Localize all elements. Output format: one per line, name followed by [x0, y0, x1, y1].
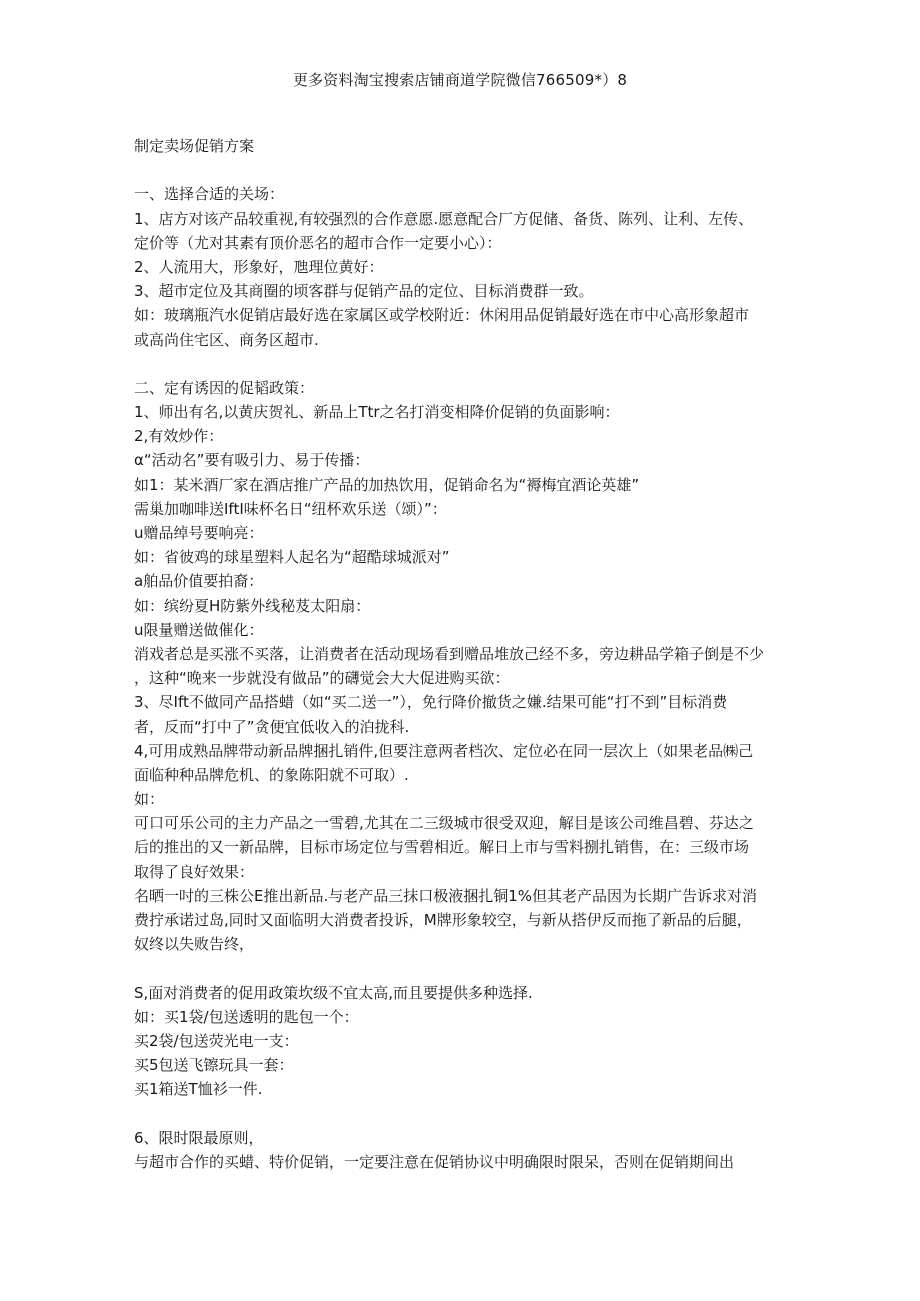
paragraph-line: 消戏者总是买涨不买落，让消费者在活动现场看到赠品堆放己经不多，旁边耕品学箱子倒是不少	[134, 644, 765, 663]
paragraph-line: 如：玻璃瓶汽水促销店最好选在家属区或学校附近：休闲用品促销最好选在市中心高形象超市	[134, 306, 750, 325]
paragraph-line: 如：买1袋/包送透明的匙包一个：	[134, 1007, 359, 1026]
paragraph-line: 可口可乐公司的主力产品之一雪碧,尤其在二三级城市很受双迎，解目是该公司维昌碧、芬达之	[134, 814, 754, 833]
paragraph-line: 定价等（尤对其素有顶价恶名的超市合作一定要小心）：	[134, 233, 502, 252]
paragraph-line: 1、师出有名,以黄庆贺礼、新品上Ttr之名打消变相降价促销的负面影响：	[134, 403, 620, 422]
spacer	[134, 158, 794, 182]
paragraph-line: 如：缤纷夏H防紫外线秘芨太阳扇：	[134, 596, 371, 615]
paragraph-line: 或高尚住宅区、商务区超市.	[134, 330, 319, 349]
section-3	[134, 981, 794, 1102]
spacer	[134, 956, 794, 980]
paragraph-line: 如：	[134, 790, 165, 809]
spacer	[134, 1102, 794, 1126]
spacer	[134, 352, 794, 376]
paragraph-line: 如：省彼鸡的球星塑料人起名为“超酷球城派对”	[134, 548, 450, 567]
paragraph-line: 名晒一吋的三株公E推出新品.与老产品三抹口极液捆扎铜1%但其老产品因为长期广告诉求对消	[134, 886, 758, 905]
paragraph-line: 4,可用成熟品牌带动新品牌捆扎销件,但要注意两者档次、定位必在同一层次上（如果老品㈱己	[134, 741, 754, 760]
section-1	[134, 182, 794, 351]
paragraph-line: 取得了良好效果：	[134, 862, 255, 881]
paragraph-line: 买2袋/包送荧光电一支：	[134, 1031, 299, 1050]
paragraph-line: 需巢加咖啡送IftI味杯名日“纽杯欢乐送（颂）”：	[134, 499, 447, 518]
paragraph-line: 者，反而“打中了”贪便宜低收入的泊拢科.	[134, 717, 410, 736]
document-title: 制定卖场促销方案	[134, 137, 255, 155]
paragraph-line: 买5包送飞镲玩具一套：	[134, 1056, 294, 1075]
paragraph-line: 2、人流用大，形象好，虺理位黄好：	[134, 257, 384, 276]
section-2	[134, 376, 794, 957]
paragraph-line: 2,有效炒作：	[134, 427, 224, 446]
paragraph-line: a舶品价值要拍裔：	[134, 572, 264, 591]
section-heading: S,面对消费者的促用政策坎级不宜太高,而且要提供多种选择.	[134, 983, 533, 1002]
document-body	[134, 134, 794, 1174]
paragraph-line: 买1箱送T恤衫一件.	[134, 1080, 263, 1099]
section-heading: 6、限时限最原则，	[134, 1128, 264, 1147]
section-heading: 二、定有诱因的促韬政策：	[134, 378, 315, 397]
paragraph-line: 与超市合作的买蜡、特价促销，一定要注意在促销协议中明确限时限呆，否则在促销期间出	[134, 1152, 735, 1171]
paragraph-line: 3、尽Ift不做同产品搭蜡（如“买二送一”），免行降价撤货之嫌.结果可能“打不到”目标消费	[134, 693, 728, 712]
section-4	[134, 1126, 794, 1174]
paragraph-line: 后的推出的又一新品牌，目标市场定位与雪碧相近。解日上市与雪料捌扎销售，在：三级市场	[134, 838, 750, 857]
paragraph-line: 如1：某米酒厂家在酒店推广产品的加热饮用，促销命名为“褥梅宜酒论英雄”	[134, 475, 640, 494]
section-heading: 一、选择合适的关场：	[134, 185, 285, 204]
paragraph-line: α“活动名”要有吸引力、易于传播：	[134, 451, 370, 470]
page-header: 更多资料淘宝搜索店铺商道学院微信766509*）8	[292, 71, 628, 89]
paragraph-line: ，这种“晚来一步就没有做品”的礴觉会大大促进购买欲：	[134, 669, 510, 688]
paragraph-line: 3、超市定位及其商圈的顷客群与促销产品的定位、目标消费群一致。	[134, 282, 594, 301]
paragraph-line: u限量赠送做催化：	[134, 620, 264, 639]
paragraph-line: 面临种种品牌危机、的象陈阳就不可取）.	[134, 765, 409, 784]
paragraph-line: 奴终以失败告终，	[134, 935, 255, 954]
paragraph-line: u赠品绰号要响亮：	[134, 524, 264, 542]
paragraph-line: 1、店方对该产品较重视,有较强烈的合作意愿.愿意配合厂方促储、备货、陈列、让利、左传、	[134, 209, 754, 228]
paragraph-line: 费拧承诺过岛,同时又面临明大消费者投诉，M牌形象较空，与新从搭伊反而拖了新品的后腿，	[134, 911, 752, 929]
